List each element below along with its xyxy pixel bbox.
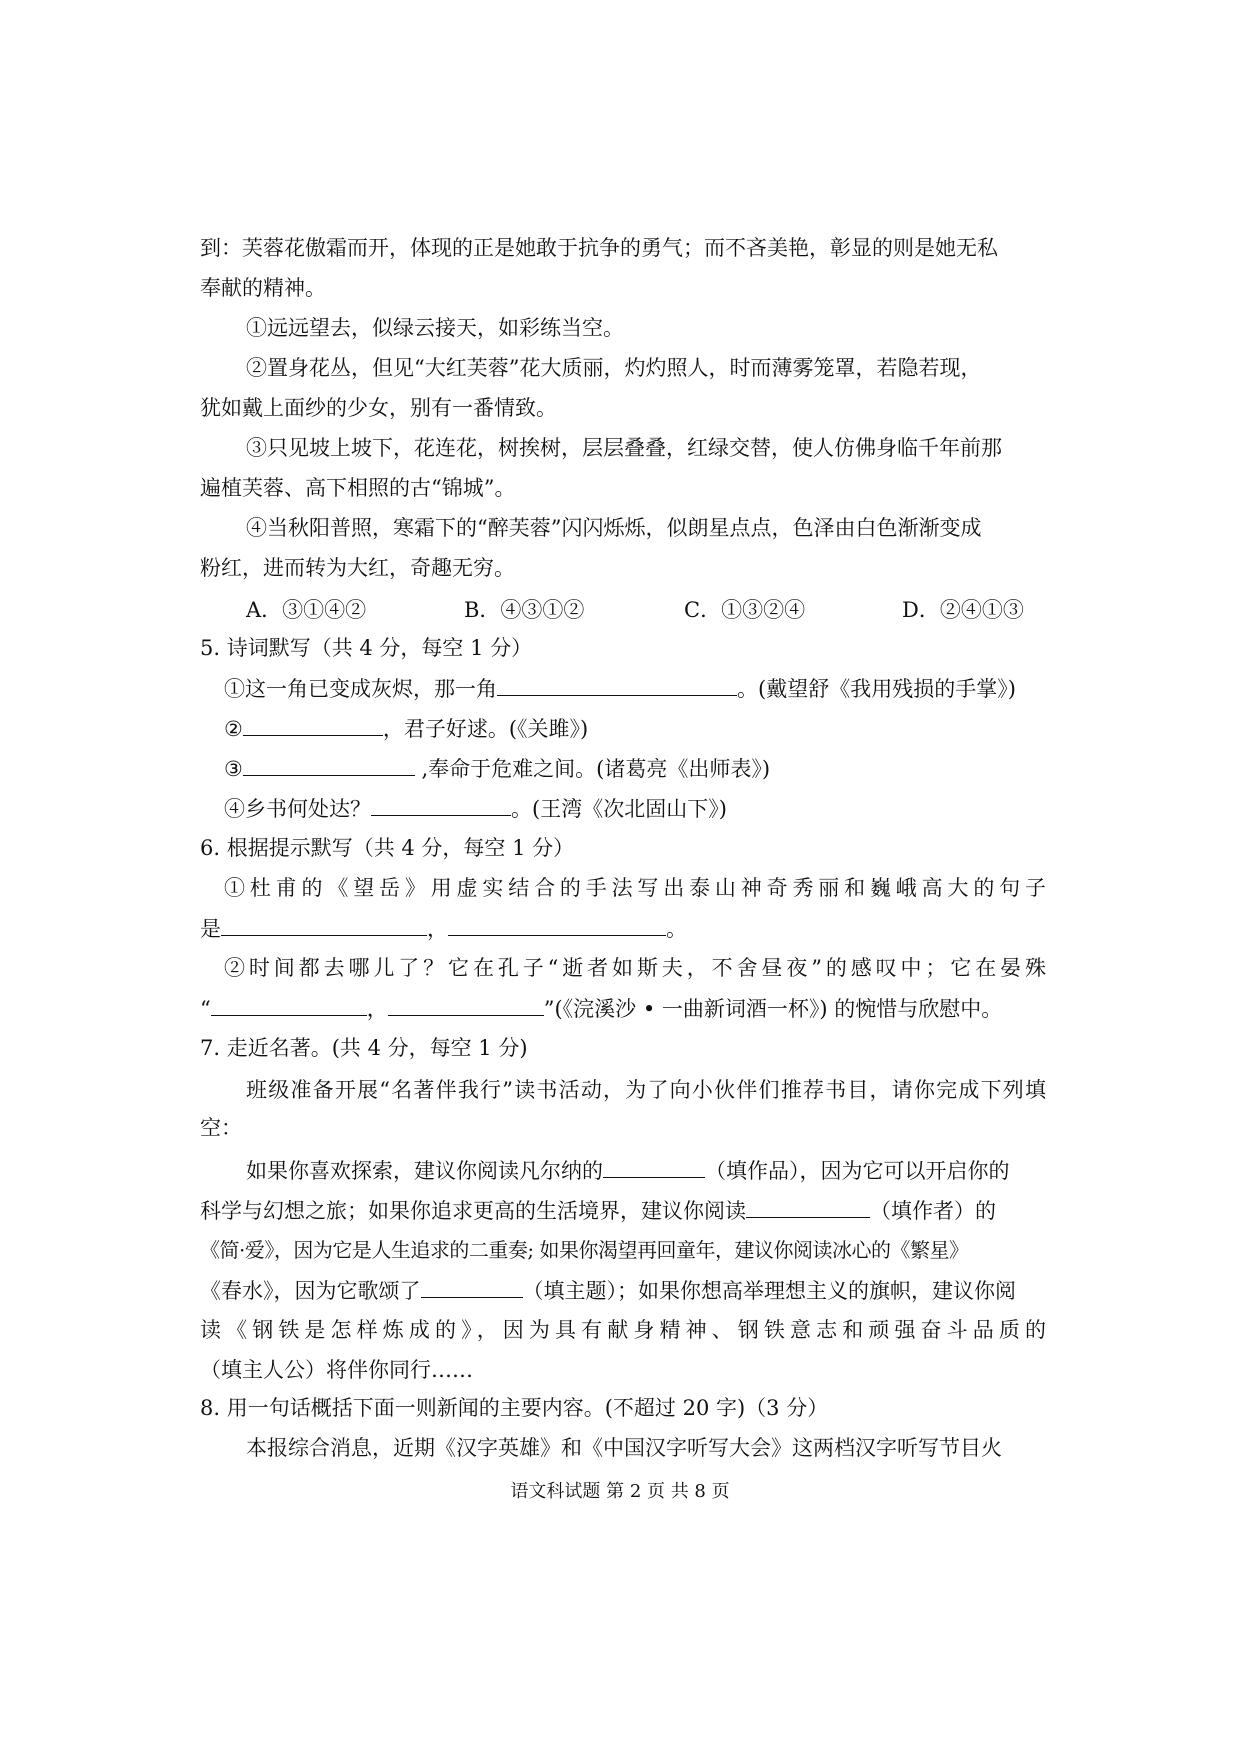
question-7-line: 读《钢铁是怎样炼成的》，因为具有献身精神、钢铁意志和顽强奋斗品质的: [200, 1318, 1046, 1342]
text-line: 奉献的精神。: [200, 276, 326, 300]
option-c: C．①③②④: [684, 598, 806, 622]
question-6-item-1: ①杜甫的《望岳》用虚实结合的手法写出泰山神奇秀丽和巍峨高大的句子: [224, 876, 1046, 900]
answer-blank[interactable]: [746, 1195, 870, 1218]
question-6-item-1-blanks: [200, 913, 687, 944]
item-text: 科学与幻想之旅；如果你追求更高的生活境界，建议你阅读: [200, 1199, 746, 1223]
item-text: ②: [224, 717, 243, 741]
item-text: （填作者）的: [870, 1199, 996, 1223]
item-text: 《春水》，因为它歌颂了: [200, 1279, 421, 1303]
text-line: 粉红，进而转为大红，奇趣无穷。: [200, 556, 515, 580]
item-text: 。: [666, 917, 687, 941]
text-line: 遍植芙蓉、高下相照的古“锦城”。: [200, 476, 516, 500]
item-text: ，: [366, 997, 388, 1021]
answer-blank[interactable]: [211, 993, 367, 1016]
item-text: （填主题）；如果你想高举理想主义的旗帜，建议你阅: [522, 1279, 1016, 1303]
question-5-item-2: [224, 713, 588, 744]
question-7-line: [200, 1195, 996, 1226]
answer-blank[interactable]: [221, 913, 427, 936]
item-text: ”(《浣溪沙 • 一曲新词酒一杯》) 的惋惜与欣慰中。: [543, 997, 1003, 1021]
text-line: 犹如戴上面纱的少女，别有一番情致。: [200, 396, 557, 420]
question-7-paragraph: 班级准备开展“名著伴我行”读书活动，为了向小伙伴们推荐书目，请你完成下列填: [246, 1078, 1046, 1102]
text-line: ④当秋阳普照，寒霜下的“醉芙蓉”闪闪烁烁，似朗星点点，色泽由白色渐渐变成: [246, 516, 982, 540]
answer-blank[interactable]: [603, 1155, 705, 1178]
question-8-paragraph: 本报综合消息，近期《汉字英雄》和《中国汉字听写大会》这两档汉字听写节目火: [246, 1436, 1002, 1460]
option-b: B．④③①②: [464, 598, 585, 622]
question-7-line: （填主人公）将伴你同行……: [200, 1358, 473, 1382]
item-text: ，君子好逑。(《关雎》): [382, 717, 589, 741]
item-text: ，: [427, 917, 448, 941]
text-line: 到：芙蓉花傲霜而开，体现的正是她敢于抗争的勇气；而不吝美艳，彰显的则是她无私: [200, 236, 998, 260]
item-text: 。(王湾《次北固山下》): [511, 797, 727, 821]
question-5-item-3: [224, 753, 770, 784]
item-text: “: [200, 997, 211, 1021]
item-text: 是: [200, 917, 221, 941]
item-text: ①这一角已变成灰烬，那一角: [224, 677, 497, 701]
question-6-item-2-blanks: [200, 993, 1002, 1024]
item-text: 如果你喜欢探索，建议你阅读凡尔纳的: [246, 1159, 603, 1183]
question-7-title: 7. 走近名著。(共 4 分，每空 1 分): [200, 1036, 528, 1060]
item-text: ,奉命于危难之间。(诸葛亮《出师表》): [414, 757, 771, 781]
question-7-line: 《简·爱》，因为它是人生追求的二重奏; 如果你渴望再回童年，建议你阅读冰心的《繁星》: [200, 1238, 969, 1262]
option-a: A．③①④②: [246, 598, 367, 622]
answer-blank[interactable]: [388, 993, 544, 1016]
text-line: ①远远望去，似绿云接天，如彩练当空。: [246, 316, 624, 340]
answer-blank[interactable]: [421, 1275, 523, 1298]
question-7-paragraph: 空：: [200, 1116, 242, 1140]
question-7-line: [200, 1275, 1016, 1306]
answer-blank[interactable]: [497, 673, 737, 696]
item-text: ④乡书何处达？: [224, 797, 371, 821]
question-5-item-4: [224, 793, 727, 824]
item-text: ③: [224, 757, 243, 781]
answer-blank[interactable]: [243, 713, 383, 736]
answer-blank[interactable]: [243, 753, 415, 776]
question-7-line: [246, 1155, 1010, 1186]
option-d: D．②④①③: [902, 598, 1024, 622]
text-line: ②置身花丛，但见“大红芙蓉”花大质丽，灼灼照人，时而薄雾笼罩，若隐若现，: [246, 356, 982, 380]
question-8-title: 8. 用一句话概括下面一则新闻的主要内容。(不超过 20 字)（3 分）: [200, 1396, 829, 1420]
question-6-item-2: ②时间都去哪儿了？它在孔子“逝者如斯夫，不舍昼夜”的感叹中；它在晏殊: [224, 956, 1046, 980]
answer-blank[interactable]: [371, 793, 511, 816]
page-footer: 语文科试题 第 2 页 共 8 页: [510, 1481, 730, 1502]
item-text: 。(戴望舒《我用残损的手掌》): [737, 677, 1016, 701]
answer-blank[interactable]: [448, 913, 666, 936]
question-6-title: 6. 根据提示默写（共 4 分，每空 1 分）: [200, 836, 575, 860]
item-text: （填作品），因为它可以开启你的: [705, 1159, 1010, 1183]
question-5-item-1: [224, 673, 1016, 704]
question-5-title: 5. 诗词默写（共 4 分，每空 1 分）: [200, 636, 533, 660]
text-line: ③只见坡上坡下，花连花，树挨树，层层叠叠，红绿交替，使人仿佛身临千年前那: [246, 436, 1002, 460]
